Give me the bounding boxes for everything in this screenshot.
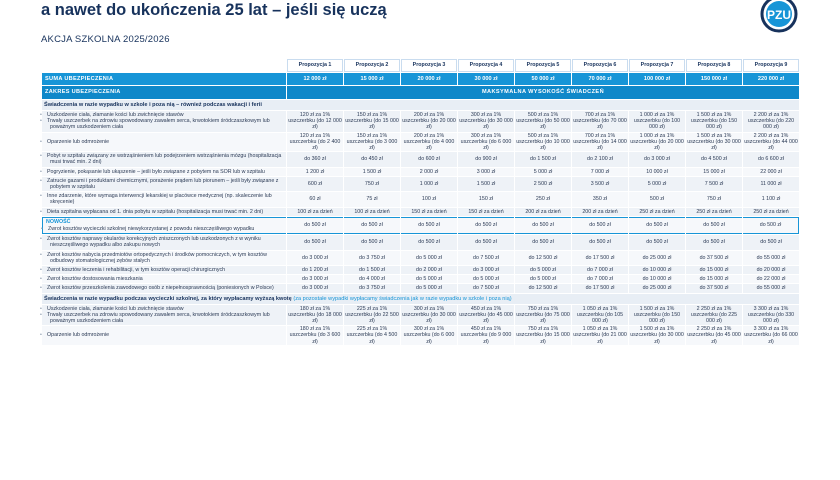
benefit-value: do 900 zł	[458, 152, 514, 166]
benefit-label: Inne zdarzenie, które wymaga interwencji lekarskiej w placówce medycznej (np. skaleczenie lub skręcenie)	[47, 193, 272, 206]
campaign-subtitle: AKCJA SZKOLNA 2025/2026	[41, 34, 170, 45]
benefit-row	[42, 111, 799, 132]
benefit-value: do 7 500 zł	[458, 251, 514, 265]
sum-insured-row	[42, 73, 799, 85]
benefit-value: 1 500 zł za 1% uszczerbku (do 30 000 zł)	[630, 326, 684, 345]
benefit-value: 15 000 zł	[686, 168, 742, 176]
benefit-value: do 3 000 zł	[287, 275, 343, 283]
benefit-value: do 500 zł	[401, 217, 457, 234]
benefit-value: do 1 200 zł	[287, 266, 343, 274]
benefit-value: 1 000 zł za 1% uszczerbku (do 100 000 zł)	[629, 111, 685, 132]
benefit-row	[42, 275, 799, 283]
benefit-label: Zwrot kosztów wycieczki szkolnej niewykorzystanej z powodu nieszczęśliwego wypadku	[48, 226, 255, 233]
benefit-value: do 500 zł	[743, 235, 799, 249]
benefit-label: Pobyt w szpitalu związany ze wstrząśnieniem lub podejrzeniem wstrząśnienia mózgu (hospitalizacja musi trwać min. 2 dni)	[47, 153, 282, 166]
benefit-row	[42, 192, 799, 206]
benefit-label: Zwrot kosztów nabycia przedmiotów ortopedycznych i środków pomocniczych, w tym kosztów odbudowy stomatologicznej zębów stałych	[47, 251, 267, 264]
sum-insured-value: 70 000 zł	[572, 73, 628, 85]
benefit-value: do 500 zł	[344, 217, 400, 234]
benefit-value: 225 zł za 1% uszczerbku (do 4 500 zł)	[344, 326, 400, 345]
benefit-value: 200 zł za dzień	[515, 208, 571, 216]
benefit-value: do 5 000 zł	[401, 251, 457, 265]
benefit-value: do 10 000 zł	[629, 266, 685, 274]
benefit-value: 3 300 zł za 1% uszczerbku (do 66 000 zł)	[744, 326, 798, 345]
benefit-value: 7 000 zł	[572, 168, 628, 176]
benefit-value: 150 zł za 1% uszczerbku (do 15 000 zł)	[345, 112, 399, 131]
benefit-value: do 25 000 zł	[629, 251, 685, 265]
benefit-value: 1 500 zł	[344, 168, 400, 176]
benefit-value: do 3 000 zł	[458, 266, 514, 274]
benefit-value: 7 500 zł	[686, 177, 742, 191]
benefit-value: do 4 500 zł	[686, 152, 742, 166]
benefit-value: 1 500 zł za 1% uszczerbku (do 150 000 zł)	[686, 111, 742, 132]
benefit-value: 120 zł za 1% uszczerbku (do 2 400 zł)	[287, 133, 343, 152]
benefit-value: 450 zł za 1% uszczerbku (do 45 000 zł)	[459, 305, 513, 325]
benefit-value: 2 000 zł	[401, 168, 457, 176]
benefit-value: do 2 100 zł	[572, 152, 628, 166]
benefit-label: Trwały uszczerbek na zdrowiu spowodowany zawałem serca, krwotokiem śródczaszkowym lub poważnym uszkodzeniem ciała	[47, 118, 270, 131]
benefit-value: do 500 zł	[287, 235, 343, 249]
benefit-value: do 15 000 zł	[686, 266, 742, 274]
benefit-value: do 15 000 zł	[686, 275, 742, 283]
new-badge: NOWOŚĆ	[46, 218, 71, 225]
proposal-column-header: Propozycja 7	[629, 59, 685, 72]
benefit-row	[42, 284, 799, 292]
benefit-value: 2 200 zł za 1% uszczerbku (do 220 000 zł)	[743, 111, 799, 132]
benefit-label-cell: • Zatrucie gazami i produktami chemicznymi, porażenie prądem lub piorunem – jeśli były związane z pobytem w szpitalu	[42, 177, 286, 191]
benefit-value: 700 zł za 1% uszczerbku (do 14 000 zł)	[573, 132, 627, 152]
benefit-value: 750 zł za 1% uszczerbku (do 15 000 zł)	[516, 326, 570, 345]
benefit-value: 500 zł	[629, 192, 685, 206]
sum-insured-value: 50 000 zł	[515, 73, 571, 85]
proposal-column-header: Propozycja 5	[515, 59, 571, 72]
proposal-column-header: Propozycja 1	[287, 59, 343, 72]
benefit-value: do 500 zł	[458, 235, 514, 249]
benefit-row	[42, 177, 799, 191]
benefit-value: do 5 000 zł	[401, 284, 457, 292]
benefit-label: Zwrot kosztów leczenia i rehabilitacji, w tym kosztów operacji chirurgicznych	[47, 267, 226, 274]
benefit-value: 750 zł	[686, 192, 742, 206]
benefit-label-cell: • Dieta szpitalna wypłacana od 1. dnia pobytu w szpitalu (hospitalizacja musi trwać min. 2 dni)	[42, 208, 286, 216]
benefit-value: 250 zł za dzień	[629, 208, 685, 216]
benefit-value: do 500 zł	[515, 217, 571, 234]
benefit-value: 100 zł	[401, 192, 457, 206]
max-benefit-label: MAKSYMALNA WYSOKOŚĆ ŚWIADCZEŃ	[287, 86, 799, 99]
benefit-label-cell: NOWOŚĆ • Zwrot kosztów wycieczki szkolnej niewykorzystanej z powodu nieszczęśliwego wypadku	[42, 217, 286, 234]
benefit-value: do 6 600 zł	[743, 152, 799, 166]
benefit-value: 200 zł za dzień	[572, 208, 628, 216]
benefit-label: Zwrot kosztów naprawy okularów korekcyjnych zniszczonych lub uszkodzonych z w wyniku nieszczęśliwego wypadku albo zakupu nowych	[47, 236, 261, 249]
benefit-value: do 500 zł	[629, 217, 685, 234]
header-blank-cell	[42, 59, 286, 72]
benefit-value: do 7 000 zł	[572, 266, 628, 274]
benefit-value: 500 zł za 1% uszczerbku (do 50 000 zł)	[516, 112, 570, 131]
benefit-row	[42, 208, 799, 216]
benefit-value: 600 zł	[287, 177, 343, 191]
benefit-value: do 500 zł	[629, 235, 685, 249]
benefit-value: 75 zł	[344, 192, 400, 206]
benefit-label-cell: • Oparzenie lub odmrożenie	[42, 133, 286, 152]
benefit-label-cell: • Zwrot kosztów nabycia przedmiotów ortopedycznych i środków pomocniczych, w tym kosztów odbudowy stomatologicznej zębów stałych	[42, 251, 286, 265]
benefit-value: do 25 000 zł	[629, 284, 685, 292]
sum-insured-value: 100 000 zł	[629, 73, 685, 85]
benefit-value: 250 zł za dzień	[743, 208, 799, 216]
benefit-row	[42, 168, 799, 176]
benefit-value: 150 zł za dzień	[401, 208, 457, 216]
benefit-value: 150 zł	[458, 192, 514, 206]
benefit-row	[42, 326, 799, 345]
benefit-label-cell: • Oparzenie lub odmrożenie	[42, 326, 286, 345]
benefit-value: 180 zł za 1% uszczerbku (do 18 000 zł)	[288, 305, 342, 325]
benefit-label-cell: • Uszkodzenie ciała, złamanie kości lub zwichnięcie stawów • Trwały uszczerbek na zdrowiu spowodowany zawałem serca, krwotokiem śródczaszkowym lub poważnym uszkodzeniem ciała	[42, 305, 286, 326]
benefit-row	[42, 152, 799, 166]
benefit-row	[42, 266, 799, 274]
benefit-value: do 500 zł	[572, 235, 628, 249]
page-title: a nawet do ukończenia 25 lat – jeśli się uczą	[41, 1, 387, 19]
benefit-value: 300 zł za 1% uszczerbku (do 6 000 zł)	[458, 133, 514, 152]
benefit-label: Uszkodzenie ciała, złamanie kości lub zwichnięcie stawów	[47, 112, 184, 118]
benefit-value: 450 zł za 1% uszczerbku (do 9 000 zł)	[458, 326, 514, 345]
sum-insured-value: 150 000 zł	[686, 73, 742, 85]
proposal-column-header: Propozycja 3	[401, 59, 457, 72]
benefit-label-cell: • Zwrot kosztów dostosowania mieszkania	[42, 275, 286, 283]
benefit-value: do 500 zł	[686, 235, 742, 249]
table-body	[42, 73, 799, 345]
proposal-column-header: Propozycja 8	[686, 59, 742, 72]
benefit-label: Trwały uszczerbek na zdrowiu spowodowany zawałem serca, krwotokiem śródczaszkowym lub poważnym uszkodzeniem ciała	[47, 311, 270, 325]
benefit-value: 1 500 zł za 1% uszczerbku (do 30 000 zł)	[687, 132, 741, 152]
benefit-value: do 5 000 zł	[515, 275, 571, 283]
benefit-value: do 500 zł	[572, 217, 628, 234]
benefit-value: 2 250 zł za 1% uszczerbku (do 45 000 zł)	[687, 326, 741, 345]
benefit-value: 10 000 zł	[629, 168, 685, 176]
benefit-label: Zwrot kosztów przeszkolenia zawodowego osób z niepełnosprawnością (poniesionych w Polsce)	[47, 285, 274, 292]
benefit-value: do 17 500 zł	[572, 251, 628, 265]
benefit-value: do 600 zł	[401, 152, 457, 166]
section-note: (za pozostałe wypadki wypłacamy świadczenia jak w razie wypadku w szkole i poza nią)	[293, 295, 512, 302]
section-title-cell	[42, 100, 799, 110]
benefit-value: 750 zł za 1% uszczerbku (do 75 000 zł)	[516, 305, 570, 325]
benefit-value: do 500 zł	[743, 217, 799, 234]
benefit-value: 2 250 zł za 1% uszczerbku (do 225 000 zł)	[686, 305, 742, 326]
benefit-value: do 500 zł	[686, 217, 742, 234]
benefit-value: 120 zł za 1% uszczerbku (do 12 000 zł)	[288, 112, 342, 131]
benefit-value: do 500 zł	[401, 235, 457, 249]
proposal-column-header: Propozycja 4	[458, 59, 514, 72]
benefit-value: 250 zł za dzień	[686, 208, 742, 216]
benefit-value: 350 zł	[572, 192, 628, 206]
section-header-row	[42, 294, 799, 304]
benefit-value: do 37 500 zł	[686, 284, 742, 292]
sum-insured-label: SUMA UBEZPIECZENIA	[42, 73, 286, 85]
benefit-value: do 3 000 zł	[287, 251, 343, 265]
benefit-label: Oparzenie lub odmrożenie	[47, 138, 110, 145]
benefit-row	[42, 217, 799, 234]
benefit-value: 1 000 zł	[401, 177, 457, 191]
section-title: Świadczenia w razie wypadku podczas wycieczki szkolnej, za który wypłacamy wyższą kwotę	[44, 295, 292, 302]
benefit-label-cell: • Pogryzienie, pokąsanie lub ukąszenie – jeśli było związane z pobytem na SOR lub w szpitalu	[42, 168, 286, 176]
benefit-label-cell: • Uszkodzenie ciała, złamanie kości lub zwichnięcie stawów • Trwały uszczerbek na zdrowiu spowodowany zawałem serca, krwotokiem śródczaszkowym lub poważnym uszkodzeniem ciała	[42, 111, 286, 132]
benefit-value: 3 000 zł	[458, 168, 514, 176]
scope-label: ZAKRES UBEZPIECZENIA	[42, 86, 286, 99]
benefit-row	[42, 235, 799, 249]
benefit-value: 200 zł za 1% uszczerbku (do 20 000 zł)	[402, 112, 456, 131]
benefit-value: do 55 000 zł	[743, 284, 799, 292]
benefit-value: 300 zł za 1% uszczerbku (do 6 000 zł)	[401, 326, 457, 345]
benefit-row	[42, 251, 799, 265]
benefit-value: 1 200 zł	[287, 168, 343, 176]
benefit-value: do 2 000 zł	[401, 266, 457, 274]
benefit-value: do 22 000 zł	[743, 275, 799, 283]
benefits-table	[41, 58, 800, 346]
benefit-value: 2 500 zł	[515, 177, 571, 191]
benefit-value: 700 zł za 1% uszczerbku (do 70 000 zł)	[573, 112, 627, 131]
benefit-label-cell: • Zwrot kosztów naprawy okularów korekcyjnych zniszczonych lub uszkodzonych z w wyniku nieszczęśliwego wypadku albo zakupu nowych	[42, 235, 286, 249]
benefit-value: do 5 000 zł	[515, 266, 571, 274]
benefit-value: 2 200 zł za 1% uszczerbku (do 44 000 zł)	[744, 132, 798, 152]
logo-text: PZU	[767, 8, 791, 22]
benefit-value: do 17 500 zł	[572, 284, 628, 292]
benefit-value: 250 zł	[515, 192, 571, 206]
benefit-value: 100 zł za dzień	[344, 208, 400, 216]
benefit-value: do 5 000 zł	[401, 275, 457, 283]
benefit-value: 500 zł za 1% uszczerbku (do 10 000 zł)	[516, 132, 570, 152]
benefit-value: do 450 zł	[344, 152, 400, 166]
benefit-label-cell: • Inne zdarzenie, które wymaga interwencji lekarskiej w placówce medycznej (np. skaleczenie lub skręcenie)	[42, 192, 286, 206]
benefit-value: 1 500 zł za 1% uszczerbku (do 150 000 zł)	[629, 305, 685, 326]
benefit-value: 300 zł za 1% uszczerbku (do 30 000 zł)	[459, 112, 513, 131]
benefit-value: 150 zł za 1% uszczerbku (do 3 000 zł)	[344, 133, 400, 152]
benefit-label: Zwrot kosztów dostosowania mieszkania	[47, 276, 143, 283]
benefit-value: 150 zł za dzień	[458, 208, 514, 216]
sum-insured-value: 15 000 zł	[344, 73, 400, 85]
benefit-value: 60 zł	[287, 192, 343, 206]
benefit-value: do 3 750 zł	[344, 284, 400, 292]
benefit-value: 180 zł za 1% uszczerbku (do 3 600 zł)	[287, 326, 343, 345]
benefit-label-cell: • Zwrot kosztów leczenia i rehabilitacji, w tym kosztów operacji chirurgicznych	[42, 266, 286, 274]
benefit-value: 5 000 zł	[629, 177, 685, 191]
benefit-value: 11 000 zł	[743, 177, 799, 191]
benefit-value: 1 000 zł za 1% uszczerbku (do 20 000 zł)	[630, 132, 684, 152]
benefit-value: do 500 zł	[287, 217, 343, 234]
benefit-label: Uszkodzenie ciała, złamanie kości lub zwichnięcie stawów	[47, 305, 184, 312]
sum-insured-value: 30 000 zł	[458, 73, 514, 85]
section-header-row	[42, 100, 799, 110]
section-title: Świadczenia w razie wypadku w szkole i poza nią – również podczas wakacji i ferii	[44, 101, 262, 108]
benefit-label: Zatrucie gazami i produktami chemicznymi, porażenie prądem lub piorunem – jeśli były związane z pobytem w szpitalu	[47, 177, 279, 191]
benefit-value: do 37 500 zł	[686, 251, 742, 265]
benefit-value: 3 500 zł	[572, 177, 628, 191]
benefit-label-cell: • Zwrot kosztów przeszkolenia zawodowego osób z niepełnosprawnością (poniesionych w Polsce)	[42, 284, 286, 292]
sum-insured-value: 20 000 zł	[401, 73, 457, 85]
benefit-value: do 12 500 zł	[515, 251, 571, 265]
benefit-value: 225 zł za 1% uszczerbku (do 22 500 zł)	[345, 305, 399, 325]
benefit-label: Oparzenie lub odmrożenie	[47, 332, 110, 339]
benefit-value: 1 100 zł	[743, 192, 799, 206]
benefit-value: 200 zł za 1% uszczerbku (do 4 000 zł)	[401, 133, 457, 152]
benefit-row	[42, 305, 799, 326]
benefit-value: 100 zł za dzień	[287, 208, 343, 216]
benefit-value: do 55 000 zł	[743, 251, 799, 265]
benefit-value: 3 300 zł za 1% uszczerbku (do 330 000 zł)	[743, 305, 799, 326]
benefit-label: Pogryzienie, pokąsanie lub ukąszenie – jeśli było związane z pobytem na SOR lub w szpitalu	[47, 168, 265, 175]
benefit-label: Dieta szpitalna wypłacana od 1. dnia pobytu w szpitalu (hospitalizacja musi trwać min. 2 dni)	[47, 208, 264, 215]
benefit-value: 22 000 zł	[743, 168, 799, 176]
benefit-value: do 500 zł	[458, 217, 514, 234]
benefit-value: do 10 000 zł	[629, 275, 685, 283]
scope-row	[42, 86, 799, 99]
benefit-value: 5 000 zł	[515, 168, 571, 176]
benefit-value: do 3 000 zł	[629, 152, 685, 166]
benefit-row	[42, 133, 799, 152]
benefit-label-cell: • Pobyt w szpitalu związany ze wstrząśnieniem lub podejrzeniem wstrząśnienia mózgu (hospitalizacja musi trwać min. 2 dni)	[42, 152, 286, 166]
benefit-value: do 1 500 zł	[344, 266, 400, 274]
benefit-value: 1 050 zł za 1% uszczerbku (do 21 000 zł)	[573, 326, 627, 345]
benefit-value: do 5 000 zł	[458, 275, 514, 283]
proposal-column-header: Propozycja 6	[572, 59, 628, 72]
benefit-value: do 7 500 zł	[458, 284, 514, 292]
benefit-value: do 3 000 zł	[287, 284, 343, 292]
benefit-value: 1 050 zł za 1% uszczerbku (do 105 000 zł)	[572, 305, 628, 326]
pzu-logo	[752, 0, 802, 36]
benefit-value: do 12 500 zł	[515, 284, 571, 292]
benefit-value: do 500 zł	[344, 235, 400, 249]
proposal-column-header: Propozycja 9	[743, 59, 799, 72]
benefit-value: 750 zł	[344, 177, 400, 191]
benefit-value: do 3 750 zł	[344, 251, 400, 265]
benefit-value: 300 zł za 1% uszczerbku (do 30 000 zł)	[402, 305, 456, 325]
benefit-value: do 360 zł	[287, 152, 343, 166]
benefit-value: do 500 zł	[515, 235, 571, 249]
benefit-value: do 1 500 zł	[515, 152, 571, 166]
proposal-column-header: Propozycja 2	[344, 59, 400, 72]
benefit-value: do 4 000 zł	[344, 275, 400, 283]
benefit-value: do 7 000 zł	[572, 275, 628, 283]
benefit-value: do 20 000 zł	[743, 266, 799, 274]
sum-insured-value: 220 000 zł	[743, 73, 799, 85]
benefit-value: 1 500 zł	[458, 177, 514, 191]
sum-insured-value: 12 000 zł	[287, 73, 343, 85]
section-title-cell	[42, 294, 799, 304]
proposal-header-row	[42, 59, 799, 72]
